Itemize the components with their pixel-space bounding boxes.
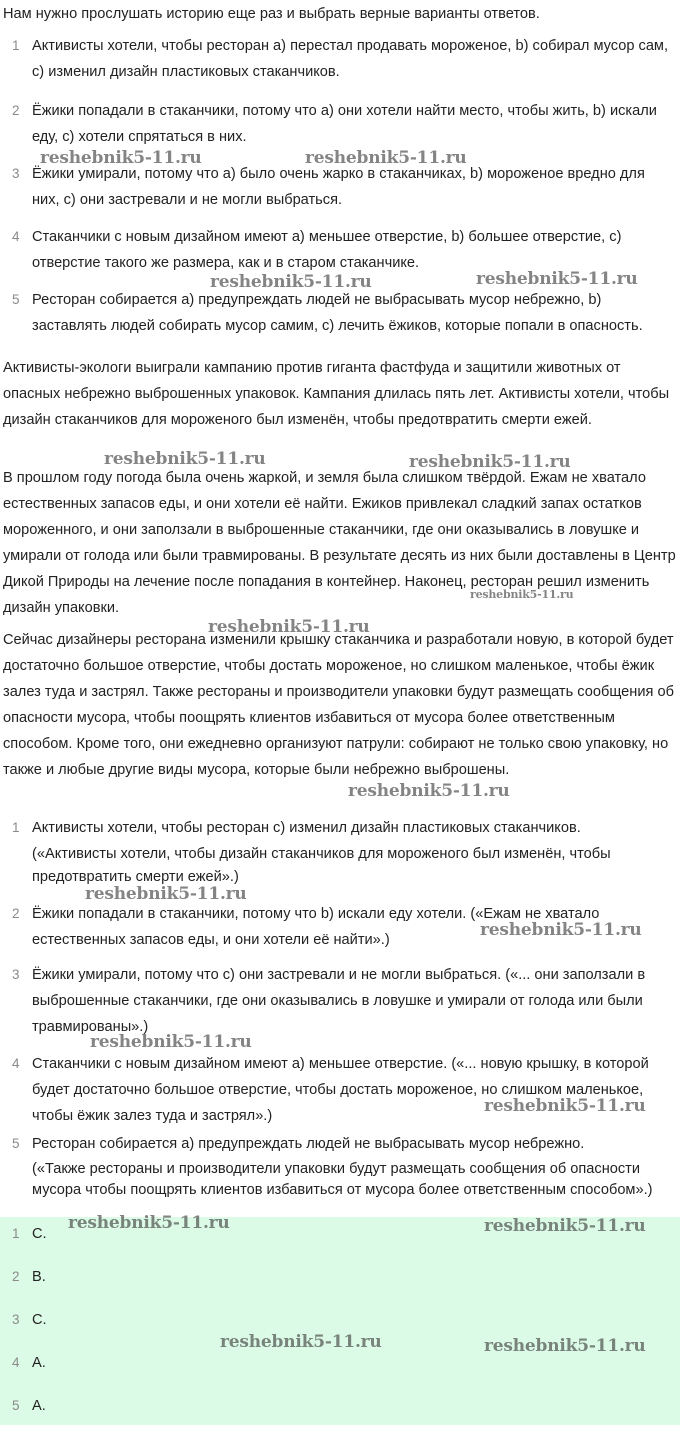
answer-item [0, 1131, 680, 1211]
item-number: 2 [12, 1269, 20, 1284]
story-paragraph: В прошлом году погода была очень жаркой, и земля была слишком твёрдой. Ежам не хватало естественных запасов еды, и они хотели её найти. Ежиков привлекал сладкий запах остатков мороженного, и они заползали в выброшенные стаканчики, где они оказывались в ловушке и умирали от голода или были травмированы. В результате десять из них были доставлены в Центр Дикой Природы на лечение после попадания в контейнер. Наконец, ресторан решил изменить дизайн упаковки. [3, 470, 676, 616]
watermark: reshebnik5-11.ru [484, 1096, 646, 1116]
item-number: 5 [12, 292, 20, 307]
watermark: reshebnik5-11.ru [210, 272, 372, 292]
watermark: reshebnik5-11.ru [104, 449, 266, 469]
explained-answer-list [0, 815, 680, 1211]
watermark: reshebnik5-11.ru [480, 920, 642, 940]
item-number: 5 [12, 1398, 20, 1413]
question-item [0, 161, 680, 224]
answer-text: Стаканчики с новым дизайном имеют а) меньшее отверстие. («... новую крышку, в которой будет достаточно большое отверстие, чтобы достать мороженое, но слишком маленькое, чтобы ёжик залез туда и застрял».) [32, 1056, 649, 1124]
answer-key-value: A. [32, 1398, 46, 1414]
watermark: reshebnik5-11.ru [85, 884, 247, 904]
watermark: reshebnik5-11.ru [470, 588, 574, 601]
question-text: Стаканчики с новым дизайном имеют а) меньшее отверстие, b) большее отверстие, c) отверстие такого же размера, как и в старом стаканчике. [32, 229, 622, 271]
item-number: 2 [12, 906, 20, 921]
answer-key-value: C. [32, 1226, 47, 1242]
item-number: 1 [12, 38, 20, 53]
watermark: reshebnik5-11.ru [484, 1336, 646, 1356]
watermark: reshebnik5-11.ru [208, 617, 370, 637]
watermark: reshebnik5-11.ru [40, 148, 202, 168]
answer-key-value: A. [32, 1355, 46, 1371]
item-number: 3 [12, 166, 20, 181]
item-number: 3 [12, 967, 20, 982]
item-number: 4 [12, 229, 20, 244]
item-number: 5 [12, 1136, 20, 1151]
watermark: reshebnik5-11.ru [90, 1032, 252, 1052]
item-number: 4 [12, 1056, 20, 1071]
question-item [0, 33, 680, 98]
answer-key-value: C. [32, 1312, 47, 1328]
story-paragraph: Активисты-экологи выиграли кампанию против гиганта фастфуда и защитили животных от опасных небрежно выброшенных упаковок. Кампания длилась пять лет. Активисты хотели, чтобы дизайн стаканчиков для мороженого был изменён, чтобы предотвратить смерти ежей. [3, 360, 670, 428]
item-number: 4 [12, 1355, 20, 1370]
answer-text: Ресторан собирается а) предупреждать людей не выбрасывать мусор небрежно. [32, 1136, 585, 1152]
answer-item [0, 1051, 680, 1131]
answer-key-panel [0, 1217, 680, 1425]
item-number: 1 [12, 1226, 20, 1241]
answer-quote: («Активисты хотели, чтобы дизайн стаканчиков для мороженого был изменён, чтобы предотвратить смерти ежей».) [32, 846, 611, 885]
question-text: Ёжики умирали, потому что а) было очень жарко в стаканчиках, b) мороженое вредно для них, c) они застревали и не могли выбраться. [32, 166, 645, 208]
question-list [0, 33, 680, 353]
watermark: reshebnik5-11.ru [476, 269, 638, 289]
question-item [0, 287, 680, 353]
watermark: reshebnik5-11.ru [220, 1332, 382, 1352]
answer-key-value: B. [32, 1269, 46, 1285]
watermark: reshebnik5-11.ru [68, 1213, 230, 1233]
answer-text: Активисты хотели, чтобы ресторан с) изменил дизайн пластиковых стаканчиков. [32, 820, 581, 836]
item-number: 2 [12, 103, 20, 118]
task-instruction: Нам нужно прослушать историю еще раз и выбрать верные варианты ответов. [3, 6, 540, 22]
watermark: reshebnik5-11.ru [484, 1216, 646, 1236]
question-text: Активисты хотели, чтобы ресторан а) перестал продавать мороженое, b) собирал мусор сам, c) изменил дизайн пластиковых стаканчиков. [32, 38, 669, 80]
item-number: 1 [12, 820, 20, 835]
answer-quote: («Также рестораны и производители упаковки будут размещать сообщения об опасности мусора чтобы поощрять клиентов избавиться от мусора более ответственным способом».) [32, 1161, 653, 1198]
watermark: reshebnik5-11.ru [409, 452, 571, 472]
watermark: reshebnik5-11.ru [348, 781, 510, 801]
question-text: Ёжики попадали в стаканчики, потому что а) они хотели найти место, чтобы жить, b) искали еду, c) хотели спрятаться в них. [32, 103, 657, 145]
item-number: 3 [12, 1312, 20, 1327]
story-paragraph: Сейчас дизайнеры ресторана изменили крышку стаканчика и разработали новую, в которой будет достаточно большое отверстие, чтобы достать мороженое, но слишком маленькое, чтобы ёжик залез туда и застрял. Также рестораны и производители упаковки будут размещать сообщения об опасности мусора, чтобы поощрять клиентов избавиться от мусора более ответственным способом. Кроме того, они ежедневно организуют патрули: собирают не только свою упаковку, но также и любые другие виды мусора, которые были небрежно выброшены. [3, 632, 674, 778]
watermark: reshebnik5-11.ru [305, 148, 467, 168]
answer-text: Ёжики умирали, потому что с) они застревали и не могли выбраться. («... они заползали в выброшенные стаканчики, где они оказывались в ловушке и умирали от голода или были травмированы».) [32, 967, 646, 1035]
question-text: Ресторан собирается а) предупреждать людей не выбрасывать мусор небрежно, b) заставлять людей собирать мусор самим, c) лечить ёжиков, которые попали в опасность. [32, 292, 643, 334]
answer-text: Ёжики попадали в стаканчики, потому что b) искали еду хотели. («Ежам не хватало естественных запасов еды, и они хотели её найти».) [32, 906, 600, 948]
